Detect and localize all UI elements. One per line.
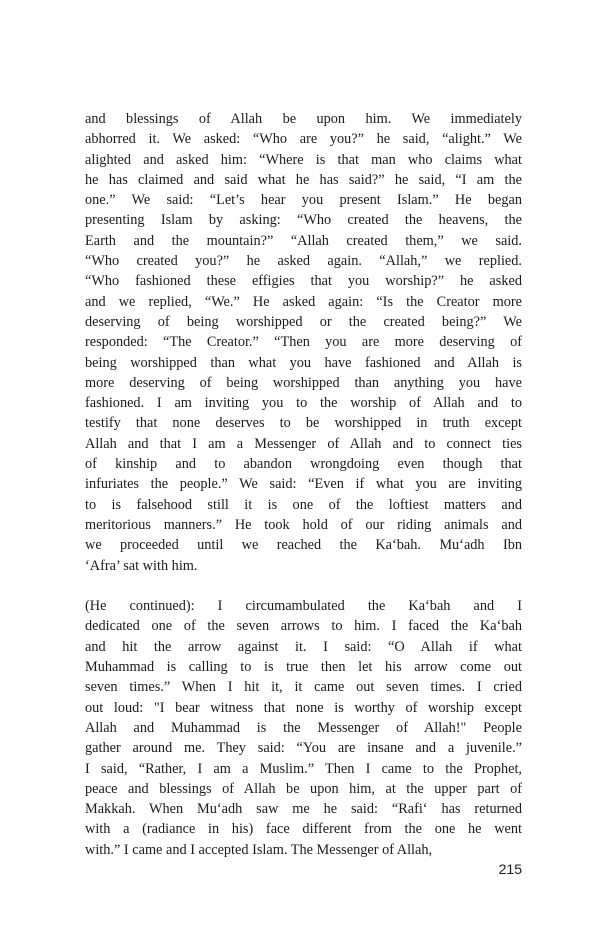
text-line: Allah and Muhammad is the Messenger of Allah!" People — [85, 719, 522, 736]
text-line: meritorious manners.” He took hold of our riding animals and — [85, 516, 522, 533]
text-line: I said, “Rather, I am a Muslim.” Then I came to the Prophet, — [85, 760, 522, 777]
text-line: out loud: "I bear witness that none is worthy of worship except — [85, 699, 522, 716]
text-line: and hit the arrow against it. I said: “O Allah if what — [85, 638, 522, 655]
text-line: Muhammad is calling to is true then let his arrow come out — [85, 659, 522, 676]
text-line: he has claimed and said what he has said?” he said, “I am the — [85, 171, 522, 188]
text-line: with.” I came and I accepted Islam. The Messenger of Allah, — [85, 841, 433, 858]
text-line: being worshipped than what you have fashioned and Allah is — [85, 354, 522, 371]
page-number: 215 — [498, 861, 522, 877]
text-line: of kinship and to abandon wrongdoing even though that — [85, 456, 522, 473]
text-line: fashioned. I am inviting you to the worship of Allah and to — [85, 395, 522, 412]
text-line: gather around me. They said: “You are insane and a juvenile.” — [85, 740, 522, 757]
text-line: Earth and the mountain?” “Allah created them,” we said. — [85, 232, 522, 249]
text-line: “Who fashioned these effigies that you worship?” he asked — [85, 273, 522, 290]
text-line: and blessings of Allah be upon him. We immediately — [85, 111, 522, 127]
text-line: Allah and that I am a Messenger of Allah and to connect ties — [85, 435, 522, 452]
text-line: and we replied, “We.” He asked again: “Is the Creator more — [85, 293, 522, 310]
text-line: one.” We said: “Let’s hear you present Islam.” He began — [85, 192, 522, 209]
text-line: dedicated one of the seven arrows to him. I faced the Ka‘bah — [85, 618, 522, 635]
text-line: to is falsehood still it is one of the loftiest matters and — [85, 496, 522, 513]
body-text — [85, 109, 522, 860]
paragraph — [85, 596, 522, 860]
text-line: presenting Islam by asking: “Who created the heavens, the — [85, 212, 522, 229]
text-line: infuriates the people.” We said: “Even if what you are inviting — [85, 476, 522, 493]
text-line: “Who created you?” he asked again. “Allah,” we replied. — [85, 253, 522, 270]
text-line: testify that none deserves to be worshipped in truth except — [85, 415, 522, 432]
text-line: deserving of being worshipped or the created being?” We — [85, 313, 522, 330]
text-line: more deserving of being worshipped than anything you have — [85, 374, 522, 391]
text-line: responded: “The Creator.” “Then you are more deserving of — [85, 334, 522, 351]
text-line: we proceeded until we reached the Ka‘bah. Mu‘adh Ibn — [85, 537, 522, 554]
text-line: with a (radiance in his) face different from the one he went — [85, 821, 522, 838]
text-line: abhorred it. We asked: “Who are you?” he said, “alight.” We — [85, 131, 522, 148]
text-line: peace and blessings of Allah be upon him, at the upper part of — [85, 780, 522, 797]
text-line: seven times.” When I hit it, it came out seven times. I cried — [85, 679, 522, 696]
text-line: Makkah. When Mu‘adh saw me he said: “Rafi‘ has returned — [85, 801, 522, 818]
text-line: alighted and asked him: “Where is that man who claims what — [85, 151, 522, 168]
paragraph — [85, 109, 522, 576]
text-line: (He continued): I circumambulated the Ka‘bah and I — [85, 598, 522, 615]
text-line: ‘Afra’ sat with him. — [85, 557, 198, 574]
